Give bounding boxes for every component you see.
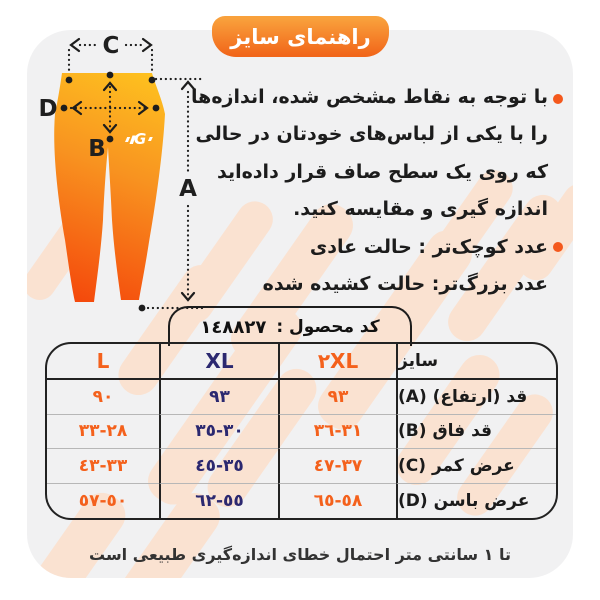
table-cell: ٣١-٣٦	[278, 415, 396, 450]
label-a: A	[179, 176, 197, 202]
row-header: قد (ارتفاع) (A)	[396, 380, 556, 415]
table-cell: ٥٥-٦٢	[159, 484, 278, 519]
product-code-value: ١٤٨٨٢٧	[200, 316, 267, 338]
instructions-text	[191, 78, 548, 303]
instruction-line: که روی یک سطح صاف قرار داده‌اید	[216, 160, 548, 183]
table-cell: ٥٠-٥٧	[78, 490, 128, 511]
table-cell: ٣٣-٤٣	[47, 449, 159, 484]
product-code-label: کد محصول :	[276, 317, 380, 337]
column-header-l: L	[47, 344, 159, 380]
product-code-box	[168, 306, 412, 346]
column-header-2xl: ٢XL	[278, 344, 396, 380]
table-cell: ٩٣	[278, 380, 396, 415]
instruction-line: عدد کوچک‌تر : حالت عادی	[309, 235, 548, 258]
table-cell: ٣٥-٤٥	[159, 449, 278, 484]
arrow-left-icon	[71, 39, 79, 51]
instruction-line: را با یکی از لباس‌های خودتان در حالی	[195, 123, 548, 146]
bullet-dot	[553, 242, 563, 252]
row-header: عرض باسن (D)	[396, 484, 556, 519]
instruction-line: اندازه گیری و مقایسه کنید.	[293, 198, 548, 221]
table-cell: ٢٨-٣٣	[47, 415, 159, 450]
label-d: D	[38, 96, 58, 122]
label-c: C	[102, 33, 120, 59]
size-guide-badge: راهنمای سایز	[212, 16, 389, 57]
instruction-line: با توجه به نقاط مشخص شده، اندازه‌ها	[191, 85, 548, 108]
row-header: عرض کمر (C)	[396, 449, 556, 484]
tolerance-note: تا ١ سانتی متر احتمال خطای اندازه‌گیری طبیعی است	[89, 545, 511, 564]
arrow-right-icon	[143, 39, 151, 51]
svg-text:G: G	[134, 130, 147, 148]
bullet-dot	[553, 94, 563, 104]
table-cell: ٥٨-٦٥	[278, 484, 396, 519]
size-table	[45, 342, 558, 520]
table-cell: ٩٠	[47, 380, 159, 415]
row-header: قد فاق (B)	[396, 415, 556, 450]
column-header-xl: XL	[159, 344, 278, 380]
label-b: B	[88, 136, 106, 162]
instruction-line: عدد بزرگ‌تر: حالت کشیده شده	[262, 273, 548, 296]
table-cell: ٣٧-٤٧	[278, 449, 396, 484]
table-cell: ٩٣	[159, 380, 278, 415]
table-cell: ٣٠-٣٥	[159, 415, 278, 450]
column-header-size: سایز	[396, 344, 556, 380]
